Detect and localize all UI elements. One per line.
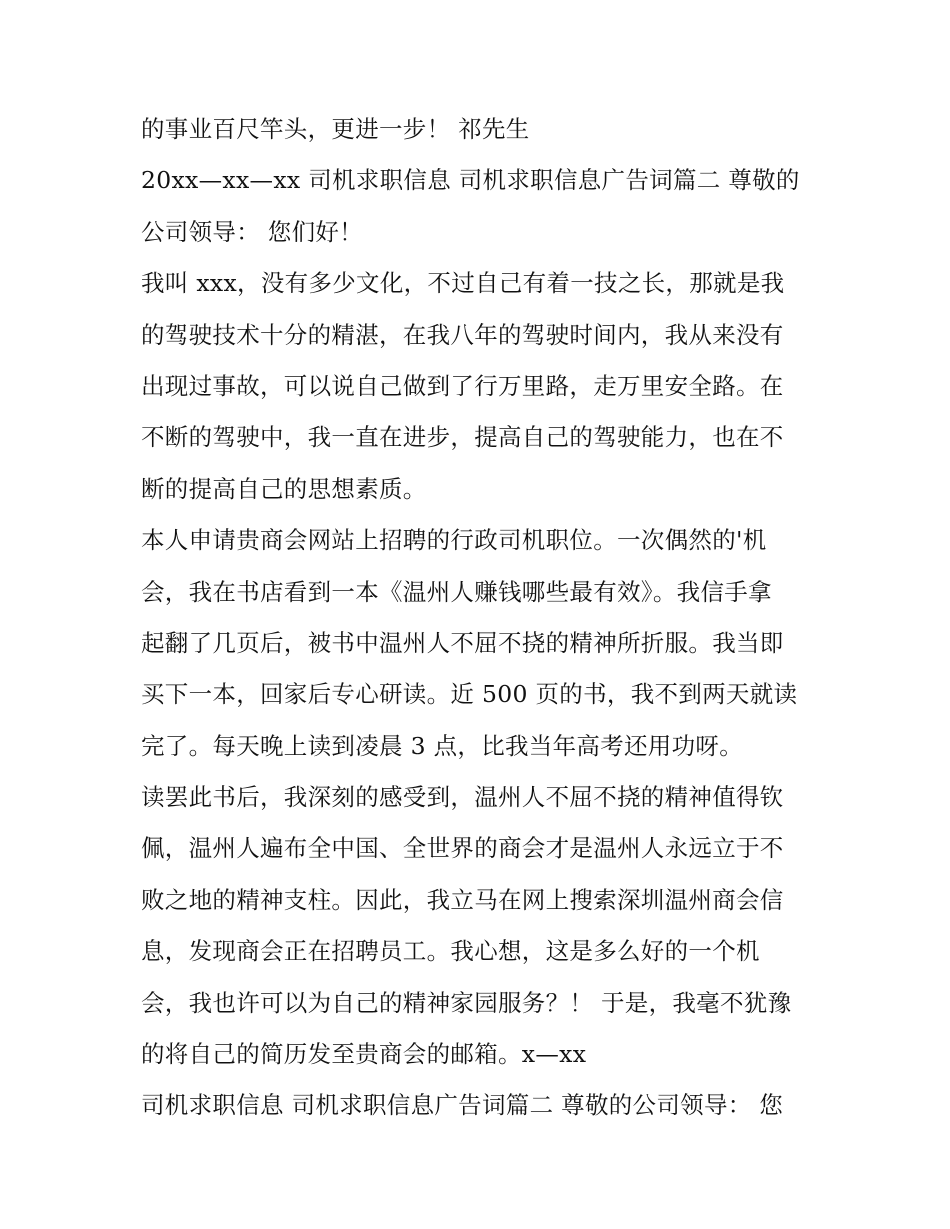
text-line: 会，我在书店看到一本《温州人赚钱哪些最有效》。我信手拿 <box>141 577 772 606</box>
text-line: 败之地的精神支柱。因此，我立马在网上搜索深圳温州商会信 <box>141 885 784 914</box>
text-line: 的事业百尺竿头，更进一步！ 祁先生 <box>141 115 530 143</box>
text-line: 的将自己的简历发至贵商会的邮箱。x—xx <box>141 1040 587 1069</box>
text-line: 不断的驾驶中，我一直在进步，提高自己的驾驶能力，也在不 <box>141 423 784 452</box>
text-line: 我叫 xxx，没有多少文化，不过自己有着一技之长，那就是我 <box>141 269 785 298</box>
text-line: 本人申请贵商会网站上招聘的行政司机职位。一次偶然的'机 <box>141 526 767 555</box>
text-line: 起翻了几页后，被书中温州人不屈不挠的精神所折服。我当即 <box>141 628 784 657</box>
text-line: 司机求职信息 司机求职信息广告词篇二 尊敬的公司领导： 您 <box>141 1091 784 1120</box>
document-body <box>141 109 821 1137</box>
text-line: 的驾驶技术十分的精湛，在我八年的驾驶时间内，我从来没有 <box>141 320 784 349</box>
text-line: 佩，温州人遍布全中国、全世界的商会才是温州人永远立于不 <box>141 834 784 863</box>
text-line: 息，发现商会正在招聘员工。我心想，这是多么好的一个机 <box>141 937 760 966</box>
text-line: 20xx—xx—xx 司机求职信息 司机求职信息广告词篇二 尊敬的 <box>141 166 800 195</box>
text-line: 读罢此书后，我深刻的感受到，温州人不屈不挠的精神值得钦 <box>141 783 784 812</box>
text-line: 完了。每天晚上读到凌晨 3 点，比我当年高考还用功呀。 <box>141 731 743 760</box>
text-line: 买下一本，回家后专心研读。近 500 页的书，我不到两天就读 <box>141 680 798 709</box>
text-line: 出现过事故，可以说自己做到了行万里路，走万里安全路。在 <box>141 371 784 400</box>
text-line: 会，我也许可以为自己的精神家园服务？！ 于是，我毫不犹豫 <box>141 988 792 1017</box>
text-line: 公司领导： 您们好！ <box>141 217 363 246</box>
text-line: 断的提高自己的思想素质。 <box>141 474 427 503</box>
